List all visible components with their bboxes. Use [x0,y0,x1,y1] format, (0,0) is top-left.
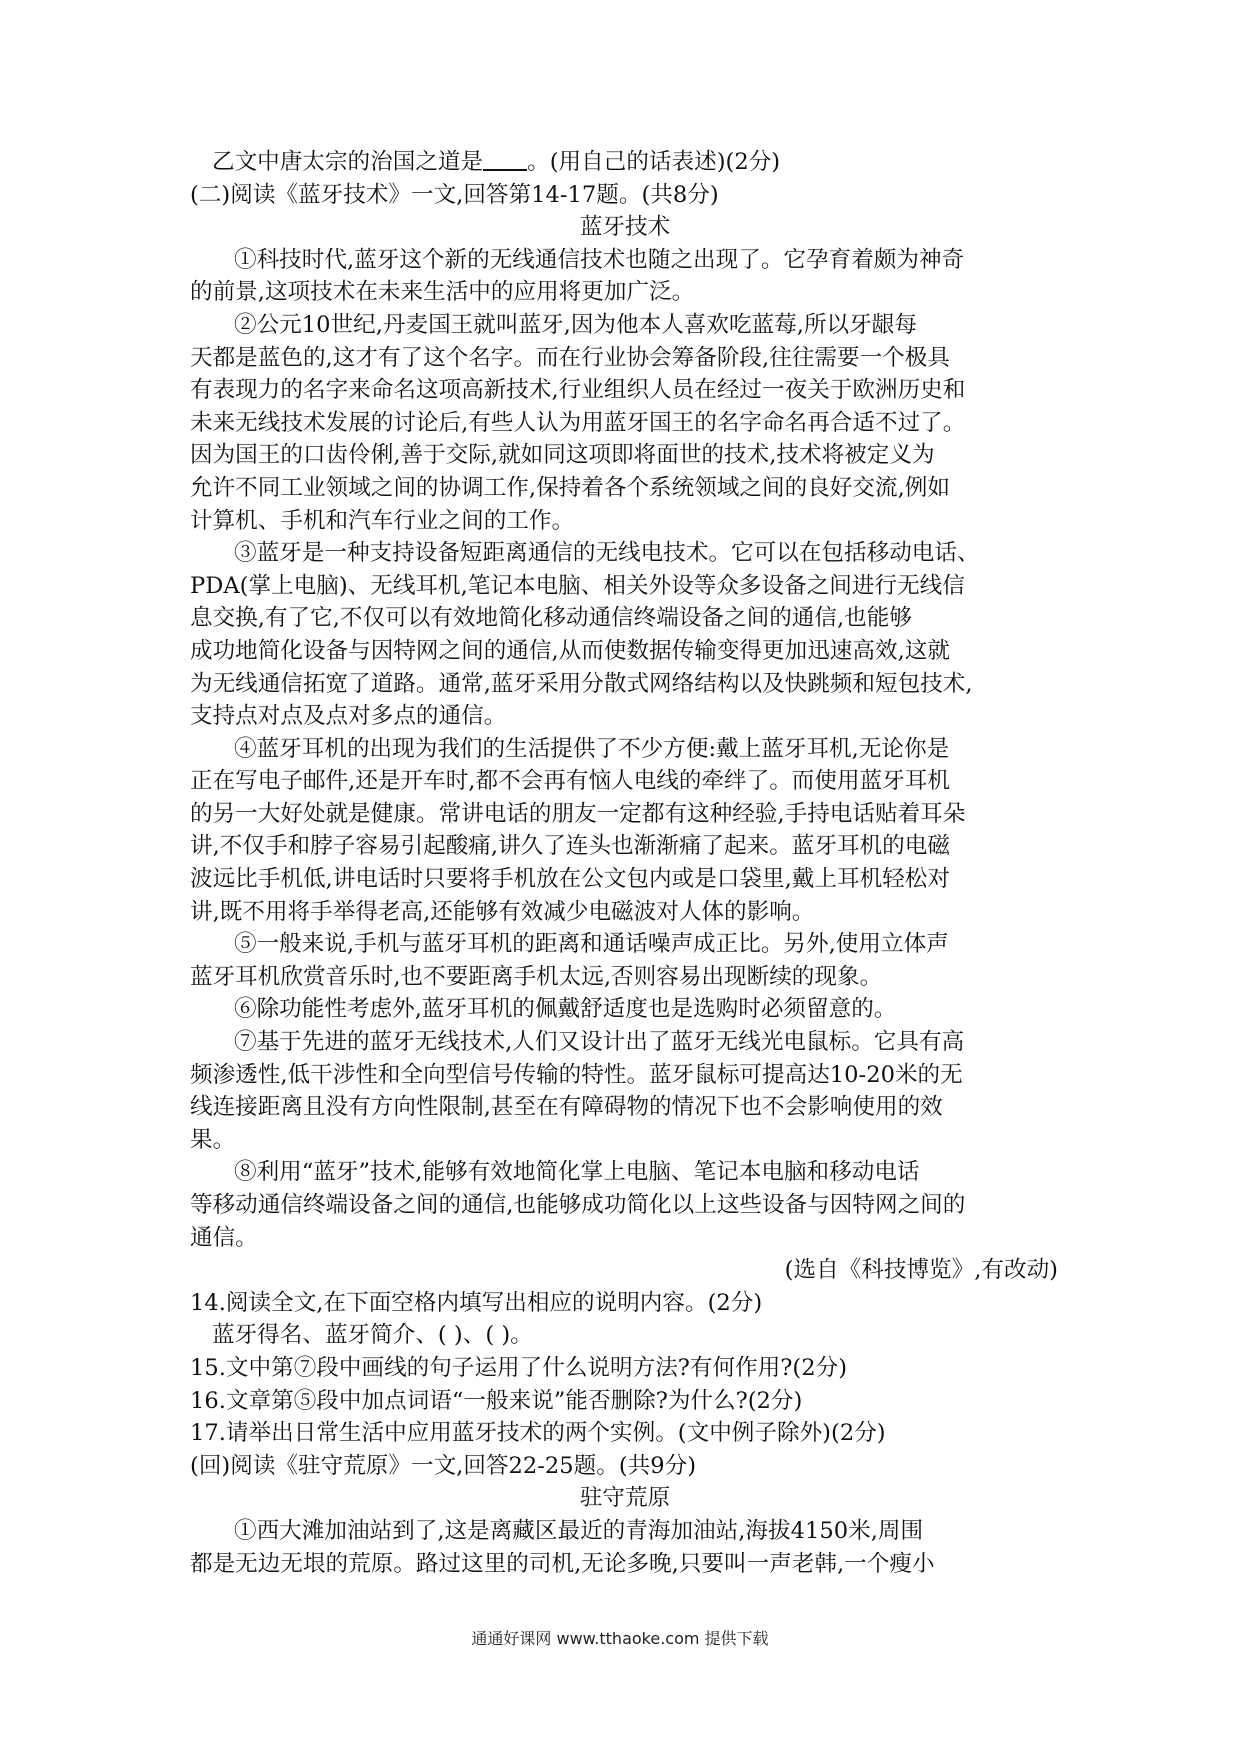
answer-blank [483,147,527,171]
paragraph-line: 讲,既不用将手举得老高,还能够有效减少电磁波对人体的影响。 [190,898,815,925]
question-line: 15.文中第⑦段中画线的句子运用了什么说明方法?有何作用?(2分) [190,1354,848,1381]
paragraph-line: ②公元10世纪,丹麦国王就叫蓝牙,因为他本人喜欢吃蓝莓,所以牙龈每 [234,311,917,338]
article-title-wasteland: 驻守荒原 [579,1485,671,1512]
article-title-bluetooth: 蓝牙技术 [579,214,671,241]
paragraph-line: 成功地简化设备与因特网之间的通信,从而使数据传输变得更加迅速高效,这就 [190,637,950,664]
paragraph-line: 正在写电子邮件,还是开车时,都不会再有恼人电线的牵绊了。而使用蓝牙耳机 [190,768,950,795]
paragraph-line: 频渗透性,低干涉性和全向型信号传输的特性。蓝牙鼠标可提高达10-20米的无 [190,1061,963,1088]
paragraph-line: 未来无线技术发展的讨论后,有些人认为用蓝牙国王的名字命名再合适不过了。 [190,409,966,436]
paragraph-line: 允许不同工业领域之间的协调工作,保持着各个系统领域之间的良好交流,例如 [190,474,950,501]
question-line: 17.请举出日常生活中应用蓝牙技术的两个实例。(文中例子除外)(2分) [190,1420,886,1447]
page-footer: 通通好课网 www.tthaoke.com 提供下载 [471,1629,769,1648]
paragraph-line: 蓝牙耳机欣赏音乐时,也不要距离手机太远,否则容易出现断续的现象。 [190,963,883,990]
paragraph-line: 果。 [190,1126,236,1153]
paragraph-line: 有表现力的名字来命名这项高新技术,行业组织人员在经过一夜关于欧洲历史和 [190,377,966,404]
question-line: 16.文章第⑤段中加点词语“一般来说”能否删除?为什么?(2分) [190,1387,803,1414]
paragraph-line: ⑥除功能性考虑外,蓝牙耳机的佩戴舒适度也是选购时必须留意的。 [234,996,897,1023]
paragraph-line: 线连接距离且没有方向性限制,甚至在有障碍物的情况下也不会影响使用的效 [190,1094,943,1121]
paragraph-line: 计算机、手机和汽车行业之间的工作。 [190,507,575,534]
section4-header: (回)阅读《驻守荒原》一文,回答22-25题。(共9分) [190,1452,697,1479]
paragraph-line: 通信。 [190,1224,258,1251]
exam-page [190,146,1060,1580]
question-line: 14.阅读全文,在下面空格内填写出相应的说明内容。(2分) [190,1289,763,1316]
article-body-bluetooth [190,244,1060,1254]
question-list [190,1287,1060,1450]
paragraph-line: 息交换,有了它,不仅可以有效地简化移动通信终端设备之间的通信,也能够 [190,605,912,632]
prev-question-line: 乙文中唐太宗的治国之道是 。(用自己的话表述)(2分) [212,149,781,175]
paragraph-line: 支持点对点及点对多点的通信。 [190,703,507,730]
paragraph-line: 等移动通信终端设备之间的通信,也能够成功简化以上这些设备与因特网之间的 [190,1192,966,1218]
paragraph-line: 天都是蓝色的,这才有了这个名字。而在行业协会筹备阶段,往往需要一个极具 [190,344,950,371]
paragraph-line: ⑤一般来说,手机与蓝牙耳机的距离和通话噪声成正比。另外,使用立体声 [234,931,949,958]
paragraph-line: 因为国王的口齿伶俐,善于交际,就如同这项即将面世的技术,技术将被定义为 [190,442,935,469]
paragraph-line: 波远比手机低,讲电话时只要将手机放在公文包内或是口袋里,戴上耳机轻松对 [190,866,950,893]
paragraph-line: ④蓝牙耳机的出现为我们的生活提供了不少方便:戴上蓝牙耳机,无论你是 [234,735,950,762]
paragraph-line: ⑦基于先进的蓝牙无线技术,人们又设计出了蓝牙无线光电鼠标。它具有高 [234,1029,965,1056]
paragraph-line: 讲,不仅手和脖子容易引起酸痛,讲久了连头也渐渐痛了起来。蓝牙耳机的电磁 [190,833,950,860]
paragraph-line: ①西大滩加油站到了,这是离藏区最近的青海加油站,海拔4150米,周围 [234,1517,924,1544]
article-source: (选自《科技博览》,有改动) [784,1257,1058,1284]
paragraph-line: 的前景,这项技术在未来生活中的应用将更加广泛。 [190,279,695,306]
article-body-wasteland [190,1515,1060,1580]
paragraph-line: ⑧利用“蓝牙”技术,能够有效地简化掌上电脑、笔记本电脑和移动电话 [234,1159,920,1186]
paragraph-line: ③蓝牙是一种支持设备短距离通信的无线电技术。它可以在包括移动电话、 [234,540,980,567]
paragraph-line: 都是无边无垠的荒原。路过这里的司机,无论多晚,只要叫一声老韩,一个瘦小 [190,1550,935,1577]
paragraph-line: PDA(掌上电脑)、无线耳机,笔记本电脑、相关外设等众多设备之间进行无线信 [190,572,965,599]
section2-header: (二)阅读《蓝牙技术》一文,回答第14-17题。(共8分) [190,181,719,208]
question-line: 蓝牙得名、蓝牙简介、( )、( )。 [212,1322,533,1349]
paragraph-line: 的另一大好处就是健康。常讲电话的朋友一定都有这种经验,手持电话贴着耳朵 [190,800,966,827]
paragraph-line: 为无线通信拓宽了道路。通常,蓝牙采用分散式网络结构以及快跳频和短包技术, [190,670,973,697]
paragraph-line: ①科技时代,蓝牙这个新的无线通信技术也随之出现了。它孕育着颇为神奇 [234,246,965,273]
